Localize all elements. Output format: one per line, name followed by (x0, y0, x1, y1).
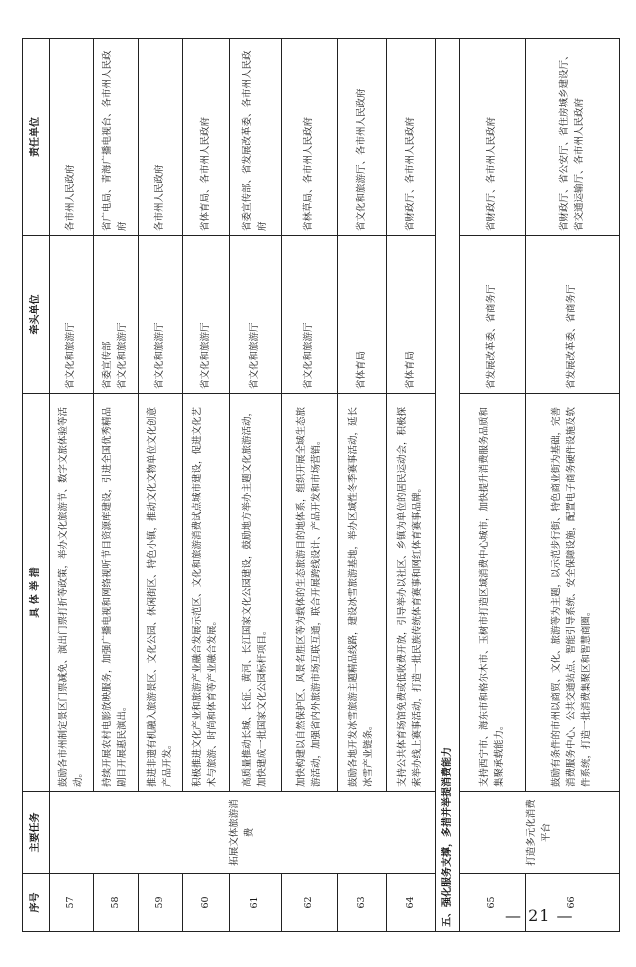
task-cell-culture-tourism: 拓展文体旅游消费 (50, 792, 436, 874)
row-lead: 省发展改革委、省商务厅 (460, 236, 526, 394)
header-num: 序号 (23, 874, 50, 932)
row-num: 66 (526, 874, 620, 932)
task-cell-consumption-platform: 打造多元化消费平台 (460, 792, 620, 874)
header-resp: 责任单位 (23, 39, 50, 236)
table-header-row (23, 39, 50, 932)
row-measure: 鼓励各地开发冰雪旅游主题精品线路，建设冰雪旅游基地，举办区域性冬季赛事活动，延长冰雪产业链条。 (338, 394, 387, 792)
row-resp: 省林草局、各市州人民政府 (282, 39, 338, 236)
row-resp: 省财政厅、各市州人民政府 (460, 39, 526, 236)
row-resp: 省体育局、各市州人民政府 (183, 39, 230, 236)
row-num: 59 (139, 874, 183, 932)
row-resp: 各市州人民政府 (50, 39, 94, 236)
row-resp: 省财政厅、各市州人民政府 (387, 39, 436, 236)
row-resp: 省财政厅、省公安厅、省住房城乡建设厅、省交通运输厅、各市州人民政府 (526, 39, 620, 236)
row-resp: 各市州人民政府 (139, 39, 183, 236)
page-number: — 21 — (505, 906, 574, 925)
row-measure: 持续开展农村电影放映服务，加强广播电视和网络视听节目资源库建设，引进全国优秀精品剧目开展惠民演出。 (94, 394, 139, 792)
section-row (436, 39, 460, 932)
row-measure: 积极推进文化产业和旅游产业融合发展示范区、文化和旅游消费试点城市建设，促进文化艺术与旅游、时尚和体育等产业融合发展。 (183, 394, 230, 792)
row-lead: 省文化和旅游厅 (139, 236, 183, 394)
header-task: 主要任务 (23, 792, 50, 874)
row-lead: 省文化和旅游厅 (50, 236, 94, 394)
row-num: 63 (338, 874, 387, 932)
row-measure: 加快构建以自然保护区、风景名胜区等为载体的生态旅游目的地体系，组织开展全域生态旅游活动，加强省内外旅游市场互联互通，联合开展跨线设计、产品开发和市场营销。 (282, 394, 338, 792)
header-lead: 牵头单位 (23, 236, 50, 394)
row-num: 64 (387, 874, 436, 932)
row-lead: 省委宣传部 省文化和旅游厅 (94, 236, 139, 394)
section-heading: 五、强化服务支撑，多措并举提消费能力 (436, 39, 460, 932)
row-measure: 支持西宁市、海东市和格尔木市、玉树市打造区域消费中心城市，加快提升消费服务品质和集聚承载能力。 (460, 394, 526, 792)
row-num: 62 (282, 874, 338, 932)
table-row (50, 39, 94, 932)
row-resp: 省广电局、青海广播电视台、各市州人民政府 (94, 39, 139, 236)
row-lead: 省体育局 (338, 236, 387, 394)
row-lead: 省发展改革委、省商务厅 (526, 236, 620, 394)
row-num: 60 (183, 874, 230, 932)
row-lead: 省文化和旅游厅 (282, 236, 338, 394)
row-measure: 鼓励有条件的市州以商贸、文化、旅游等为主题，以示范步行街、特色商业街为基础，完善消费服务中心、公共交通站点、智能引导系统、安全保障设施，配置电子商务硬件设施及软件系统，打造一批消费集聚区和智慧商圈。 (526, 394, 620, 792)
row-lead: 省文化和旅游厅 (183, 236, 230, 394)
row-lead: 省文化和旅游厅 (230, 236, 282, 394)
row-resp: 省委宣传部、省发展改革委、各市州人民政府 (230, 39, 282, 236)
row-num: 61 (230, 874, 282, 932)
row-measure: 支持公共体育场馆免费或低收费开放，引导举办以社区、乡镇为单位的居民运动会，积极探索举办线上赛事活动，打造一批民族传统体育赛事和网红体育赛事品牌。 (387, 394, 436, 792)
rotated-table-page (22, 39, 619, 932)
row-num: 65 (460, 874, 526, 932)
row-measure: 推进非遗有机融入旅游景区、文化公园、休闲街区、特色小镇，推动文化文物单位文化创意产品开发。 (139, 394, 183, 792)
row-measure: 鼓励各市州制定景区门票减免、演出门票打折等政策，举办文化旅游节、数字文旅体验等活动。 (50, 394, 94, 792)
table-row (460, 39, 526, 932)
row-num: 57 (50, 874, 94, 932)
row-measure: 高质量推动长城、长征、黄河、长江国家文化公园建设，鼓励地方举办主题文化旅游活动，加快建成一批国家文化公园标杆项目。 (230, 394, 282, 792)
row-lead: 省体育局 (387, 236, 436, 394)
measures-table (22, 38, 620, 932)
row-resp: 省文化和旅游厅、各市州人民政府 (338, 39, 387, 236)
row-num: 58 (94, 874, 139, 932)
header-measures: 具 体 举 措 (23, 394, 50, 792)
